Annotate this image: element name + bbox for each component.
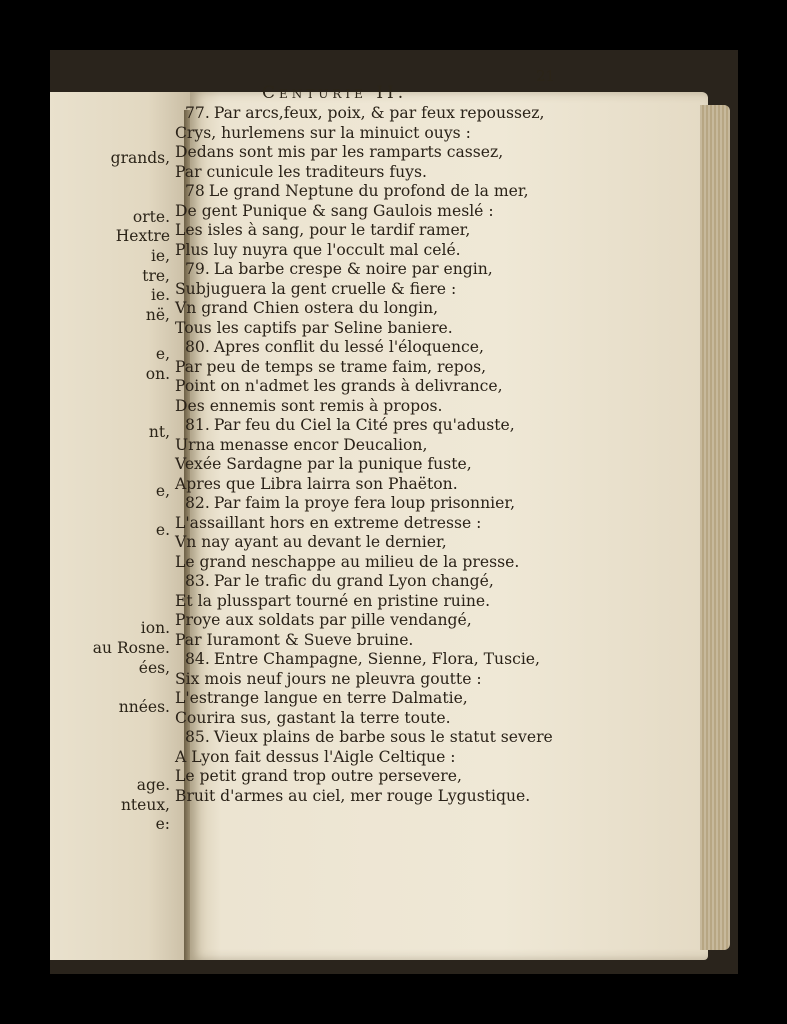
quatrain-line [175, 299, 645, 319]
quatrain-line [175, 202, 645, 222]
page-edges [700, 105, 730, 950]
quatrain-number: 85. [185, 728, 210, 746]
quatrain-line [175, 280, 645, 300]
verse-text: Et la plusspart tourné en pristine ruine. [175, 591, 491, 610]
left-page-fragment: nnées. [118, 697, 170, 716]
verse-text: Dedans sont mis par les ramparts cassez, [175, 143, 504, 161]
verse-text: Entre Champagne, Sienne, Flora, Tuscie, [213, 650, 540, 668]
verse-text: Le petit grand trop outre persevere, [175, 767, 462, 785]
quatrain-line [175, 436, 645, 456]
quatrain-number: 84. [185, 650, 210, 668]
quatrain-line [175, 377, 645, 397]
verse-text: De gent Punique & sang Gaulois meslé : [175, 201, 494, 220]
quatrain-first-line [175, 338, 645, 358]
quatrain-number: 83. [185, 572, 210, 590]
left-page-fragment: age. [136, 776, 170, 795]
quatrain-line [175, 670, 645, 690]
verse-text: Vieux plains de barbe sous le statut severe [213, 728, 553, 746]
verse-text: Apres conflit du lessé l'éloquence, [213, 338, 484, 356]
verse-text: A Lyon fait dessus l'Aigle Celtique : [175, 747, 456, 766]
verse-text: Six mois neuf jours ne pleuvra goutte : [175, 669, 482, 688]
verse-text: Des ennemis sont remis à propos. [175, 396, 443, 415]
left-page-fragment: ie, [150, 247, 170, 265]
quatrain-number: 81. [185, 416, 210, 434]
left-page [50, 92, 192, 960]
quatrain-line [175, 787, 645, 807]
quatrain-line [175, 767, 645, 787]
left-page-fragment: nt, [148, 423, 170, 442]
quatrain-line [175, 709, 645, 729]
quatrain-number: 82. [185, 494, 210, 512]
left-page-fragment: orte. [132, 207, 170, 226]
verse-text: Par feu du Ciel la Cité pres qu'aduste, [213, 416, 515, 434]
quatrain-first-line [175, 182, 645, 202]
quatrain-number: 79. [185, 260, 210, 278]
quatrain-line [175, 748, 645, 768]
verse-text: Par cunicule les traditeurs fuys. [175, 162, 427, 181]
left-page-fragment: në, [145, 305, 170, 324]
verse-text: Subjuguera la gent cruelle & fiere : [175, 279, 457, 298]
verse-text: Le grand neschappe au milieu de la presse. [175, 552, 520, 571]
quatrain-line [175, 533, 645, 553]
verse-text: Par faim la proye fera loup prisonnier, [213, 494, 516, 512]
quatrain-line [175, 475, 645, 495]
quatrain-line [175, 124, 645, 144]
verse-text: Vn nay ayant au devant le dernier, [175, 533, 447, 551]
quatrain-line [175, 241, 645, 261]
quatrain-line [175, 163, 645, 183]
verse-text: Apres que Libra lairra son Phaëton. [175, 474, 458, 493]
left-page-fragment: ées, [138, 658, 170, 677]
quatrain-line [175, 592, 645, 612]
verse-text: Courira sus, gastant la terre toute. [175, 708, 451, 727]
verse-text: Par arcs,feux, poix, & par feux repoussez, [213, 104, 545, 122]
quatrain-line [175, 553, 645, 573]
verse-text: Vn grand Chien ostera du longin, [175, 299, 439, 317]
quatrain-first-line [175, 260, 645, 280]
left-page-fragment: e: [155, 815, 170, 834]
left-page-fragment: au Rosne. [92, 639, 170, 657]
left-page-fragment: nteux, [120, 795, 170, 814]
quatrain-first-line [175, 104, 645, 124]
verse-text: Point on n'admet les grands à delivrance, [175, 377, 503, 395]
quatrain-line [175, 397, 645, 417]
quatrain-line [175, 358, 645, 378]
quatrain-line [175, 514, 645, 534]
page-number: 21 [536, 67, 556, 85]
quatrain-line [175, 611, 645, 631]
verse-text: L'estrange langue en terre Dalmatie, [175, 689, 468, 707]
left-page-fragment: grands, [110, 149, 170, 167]
quatrain-number: 80. [185, 338, 210, 356]
quatrain-number: 78 [185, 182, 205, 200]
left-page-fragment: e, [155, 482, 170, 501]
left-page-fragment: ion. [140, 619, 170, 638]
verse-text: Par le trafic du grand Lyon changé, [213, 572, 494, 590]
left-page-fragment: Hextre [115, 227, 170, 246]
quatrain-first-line [175, 650, 645, 670]
quatrain-first-line [175, 416, 645, 436]
verse-text: Par peu de temps se trame faim, repos, [175, 357, 487, 376]
verse-text: Tous les captifs par Seline baniere. [175, 318, 453, 337]
verse-text: Plus luy nuyra que l'occult mal celé. [175, 240, 461, 259]
verse-text: Bruit d'armes au ciel, mer rouge Lygustique. [175, 786, 531, 805]
quatrain-line [175, 143, 645, 163]
quatrain-first-line [175, 494, 645, 514]
quatrain-line [175, 455, 645, 475]
left-page-fragment: e, [155, 345, 170, 363]
quatrain-line [175, 319, 645, 339]
verse-text: L'assaillant hors en extreme detresse : [175, 513, 482, 532]
verse-text: Proye aux soldats par pille vendangé, [175, 611, 472, 629]
left-page-fragment: on. [145, 364, 170, 383]
quatrain-text [175, 104, 645, 806]
verse-text: La barbe crespe & noire par engin, [213, 260, 493, 278]
quatrain-number: 77. [185, 104, 210, 122]
quatrain-first-line [175, 728, 645, 748]
verse-text: Les isles à sang, pour le tardif ramer, [175, 221, 471, 239]
quatrain-line [175, 631, 645, 651]
quatrain-first-line [175, 572, 645, 592]
quatrain-line [175, 221, 645, 241]
quatrain-line [175, 689, 645, 709]
verse-text: Le grand Neptune du profond de la mer, [208, 182, 529, 200]
verse-text: Urna menasse encor Deucalion, [175, 435, 428, 454]
left-page-fragment: ie. [150, 286, 170, 305]
left-page-fragment: e. [155, 521, 170, 540]
verse-text: Vexée Sardagne par la punique fuste, [175, 455, 472, 473]
running-header: Centurie II. [262, 83, 408, 103]
left-page-fragment: tre, [142, 266, 170, 285]
verse-text: Crys, hurlemens sur la minuict ouys : [175, 123, 471, 142]
verse-text: Par Iuramont & Sueve bruine. [175, 630, 414, 649]
